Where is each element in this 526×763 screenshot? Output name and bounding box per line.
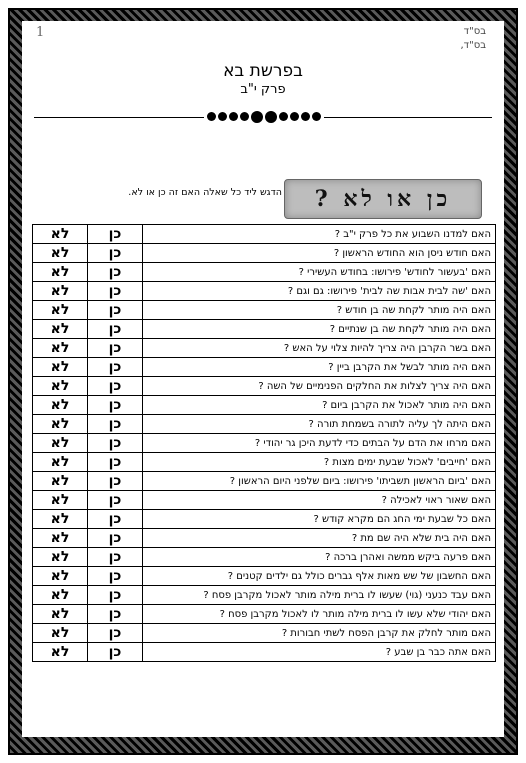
answer-no[interactable]: לא — [33, 434, 88, 453]
question-text: האם עבד כנעני (גוי) שעשו לו ברית מילה מותר לאכול מקרבן פסח ? — [143, 586, 496, 605]
answer-no[interactable]: לא — [33, 567, 88, 586]
question-row — [33, 225, 496, 244]
question-text: האם היה מותר לאכול את הקרבן ביום ? — [143, 396, 496, 415]
question-row — [33, 244, 496, 263]
page-subtitle: פרק י"ב — [240, 82, 286, 97]
answer-no[interactable]: לא — [33, 472, 88, 491]
answer-yes[interactable]: כן — [88, 567, 143, 586]
answer-no[interactable]: לא — [33, 624, 88, 643]
answer-yes[interactable]: כן — [88, 377, 143, 396]
question-row — [33, 282, 496, 301]
question-row — [33, 339, 496, 358]
question-row — [33, 491, 496, 510]
divider-ornament — [204, 112, 324, 124]
question-row — [33, 263, 496, 282]
answer-no[interactable]: לא — [33, 415, 88, 434]
answer-yes[interactable]: כן — [88, 263, 143, 282]
answer-no[interactable]: לא — [33, 339, 88, 358]
questions-table — [32, 224, 496, 662]
question-text: האם 'שה לבית אבות שה לבית' פירושו: גם וגם ? — [143, 282, 496, 301]
question-text: האם פרעה ביקש ממשה ואהרן ברכה ? — [143, 548, 496, 567]
question-row — [33, 510, 496, 529]
question-row — [33, 624, 496, 643]
answer-no[interactable]: לא — [33, 358, 88, 377]
instruction-text: הדגש ליד כל שאלה האם זה כן או לא. — [128, 187, 282, 198]
answer-yes[interactable]: כן — [88, 453, 143, 472]
answer-yes[interactable]: כן — [88, 225, 143, 244]
bsd-small: בס"ד, — [460, 40, 486, 51]
ornament-dot — [207, 112, 216, 121]
question-text: האם בשר הקרבן היה צריך להיות צלוי על האש ? — [143, 339, 496, 358]
question-text: האם חודש ניסן הוא החודש הראשון ? — [143, 244, 496, 263]
answer-no[interactable]: לא — [33, 244, 88, 263]
question-text: האם היתה לך עליה לתורה בשמחת תורה ? — [143, 415, 496, 434]
ornament-dot — [251, 111, 263, 123]
question-row — [33, 301, 496, 320]
ornament-dot — [290, 112, 299, 121]
answer-yes[interactable]: כן — [88, 548, 143, 567]
answer-no[interactable]: לא — [33, 263, 88, 282]
ornament-divider — [34, 115, 492, 121]
answer-yes[interactable]: כן — [88, 396, 143, 415]
answer-yes[interactable]: כן — [88, 586, 143, 605]
question-row — [33, 567, 496, 586]
page-title: בפרשת בא — [223, 61, 303, 81]
answer-yes[interactable]: כן — [88, 605, 143, 624]
question-text: האם החשבון של שש מאות אלף גברים כולל גם ילדים קטנים ? — [143, 567, 496, 586]
question-text: האם 'בעשור לחודש' פירושו: בחודש העשירי ? — [143, 263, 496, 282]
answer-yes[interactable]: כן — [88, 624, 143, 643]
question-text: האם היה בית שלא היה שם מת ? — [143, 529, 496, 548]
answer-no[interactable]: לא — [33, 491, 88, 510]
question-row — [33, 453, 496, 472]
question-text: האם היה מותר לקחת שה בן חודש ? — [143, 301, 496, 320]
ornament-dot — [301, 112, 310, 121]
worksheet — [22, 21, 504, 737]
answer-no[interactable]: לא — [33, 377, 88, 396]
question-text: האם היה מותר לקחת שה בן שנתיים ? — [143, 320, 496, 339]
question-text: האם יהודי שלא עשו לו ברית מילה מותר לו לאכול מקרבן פסח ? — [143, 605, 496, 624]
answer-no[interactable]: לא — [33, 605, 88, 624]
answer-no[interactable]: לא — [33, 529, 88, 548]
page-number: 1 — [36, 25, 45, 40]
ornament-dot — [279, 112, 288, 121]
answer-no[interactable]: לא — [33, 225, 88, 244]
question-text: האם מותר לחלק את קרבן הפסח לשתי חבורות ? — [143, 624, 496, 643]
question-row — [33, 434, 496, 453]
ornament-dot — [218, 112, 227, 121]
question-text: האם 'חייבים' לאכול שבעת ימים מצות ? — [143, 453, 496, 472]
question-text: האם שאור ראוי לאכילה ? — [143, 491, 496, 510]
bsd-top: בס"ד — [463, 26, 486, 37]
ornament-dot — [229, 112, 238, 121]
answer-no[interactable]: לא — [33, 282, 88, 301]
question-row — [33, 472, 496, 491]
answer-no[interactable]: לא — [33, 548, 88, 567]
question-row — [33, 643, 496, 662]
question-text: האם כל שבעת ימי החג הם מקרא קודש ? — [143, 510, 496, 529]
answer-no[interactable]: לא — [33, 396, 88, 415]
question-row — [33, 586, 496, 605]
answer-yes[interactable]: כן — [88, 282, 143, 301]
answer-no[interactable]: לא — [33, 453, 88, 472]
question-row — [33, 548, 496, 567]
ornament-dot — [265, 111, 277, 123]
answer-yes[interactable]: כן — [88, 472, 143, 491]
question-row — [33, 396, 496, 415]
yes-no-banner: כן או לא ? — [284, 179, 482, 219]
answer-yes[interactable]: כן — [88, 301, 143, 320]
question-text: האם היה מותר לבשל את הקרבן ביין ? — [143, 358, 496, 377]
question-text: האם מרחו את הדם על הבתים כדי לדעת היכן גר יהודי ? — [143, 434, 496, 453]
answer-no[interactable]: לא — [33, 510, 88, 529]
answer-yes[interactable]: כן — [88, 358, 143, 377]
question-text: האם 'ביום הראשון תשביתו' פירושו: ביום שלפני היום הראשון ? — [143, 472, 496, 491]
questions-body — [33, 225, 496, 662]
answer-no[interactable]: לא — [33, 586, 88, 605]
question-text: האם אתה כבר בן שבע ? — [143, 643, 496, 662]
question-text: האם היה צריך לצלות את החלקים הפנימיים של השה ? — [143, 377, 496, 396]
answer-yes[interactable]: כן — [88, 529, 143, 548]
answer-yes[interactable]: כן — [88, 320, 143, 339]
answer-yes[interactable]: כן — [88, 244, 143, 263]
answer-no[interactable]: לא — [33, 301, 88, 320]
answer-no[interactable]: לא — [33, 320, 88, 339]
answer-yes[interactable]: כן — [88, 339, 143, 358]
question-row — [33, 320, 496, 339]
question-row — [33, 605, 496, 624]
question-row — [33, 415, 496, 434]
question-row — [33, 358, 496, 377]
answer-yes[interactable]: כן — [88, 491, 143, 510]
ornament-dot — [240, 112, 249, 121]
ornament-dot — [312, 112, 321, 121]
answer-yes[interactable]: כן — [88, 415, 143, 434]
answer-yes[interactable]: כן — [88, 510, 143, 529]
question-text: האם למדנו השבוע את כל פרק י"ב ? — [143, 225, 496, 244]
question-row — [33, 377, 496, 396]
answer-yes[interactable]: כן — [88, 643, 143, 662]
question-row — [33, 529, 496, 548]
answer-no[interactable]: לא — [33, 643, 88, 662]
answer-yes[interactable]: כן — [88, 434, 143, 453]
bsd-header — [460, 25, 486, 53]
